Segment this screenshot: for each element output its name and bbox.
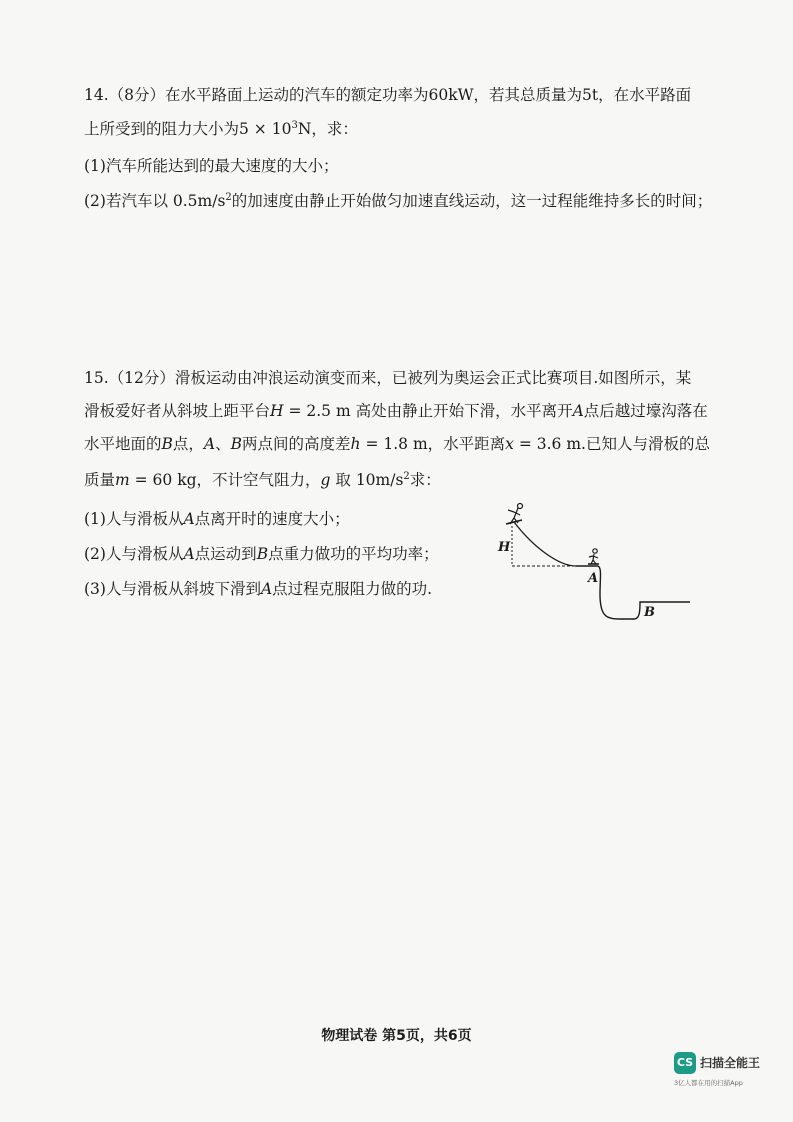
q15-stem-line3: 水平地面的B点，A、B两点间的高度差h = 1.8 m，水平距离x = 3.6 m.已知人与滑板的总 — [84, 435, 710, 453]
q15-subquestion-2: (2)人与滑板从A点运动到B点重力做功的平均功率； — [84, 545, 439, 563]
watermark-app-name: 扫描全能王 — [700, 1056, 761, 1070]
q14-subquestion-2: (2)若汽车以 $0.5m/s^2$的加速度由静止开始做匀加速直线运动，这一过程能维持多长的时间； — [84, 191, 713, 210]
q14-subquestion-1: (1)汽车所能达到的最大速度的大小； — [84, 157, 339, 175]
camscanner-logo-icon: CS — [674, 1052, 696, 1074]
label-H: H — [498, 540, 511, 555]
q15-subquestion-3: (3)人与滑板从斜坡下滑到A点过程克服阻力做的功. — [84, 580, 433, 598]
q15-stem-line2: 滑板爱好者从斜坡上距平台H = 2.5 m 高处由静止开始下滑，水平离开A点后越过壕沟落在 — [84, 402, 708, 420]
slope-curve — [514, 522, 576, 566]
label-A: A — [588, 571, 599, 586]
scanner-watermark — [674, 1052, 784, 1092]
watermark-tagline: 3亿人都在用的扫描App — [674, 1079, 743, 1087]
skater-platform-icon — [588, 549, 599, 564]
label-B: B — [644, 605, 655, 620]
skater-top-icon — [506, 504, 523, 525]
q14-stem-line1: 14.（8分）在水平路面上运动的汽车的额定功率为60kW，若其总质量为5t，在水平路面 — [84, 86, 692, 104]
skateboard-slope-figure — [494, 498, 694, 628]
page-footer: 物理试卷 第5页，共6页 — [321, 1028, 472, 1044]
q15-subquestion-1: (1)人与滑板从A点离开时的速度大小； — [84, 510, 350, 528]
q15-stem-line4: 质量m = 60 kg，不计空气阻力，g 取 $10m/s^2$求： — [84, 470, 441, 489]
q14-stem-line2: 上所受到的阻力大小为$5 \times 10^3N$，求： — [84, 119, 358, 138]
q15-stem-line1: 15.（12分）滑板运动由冲浪运动演变而来，已被列为奥运会正式比赛项目.如图所示，某 — [84, 369, 692, 387]
